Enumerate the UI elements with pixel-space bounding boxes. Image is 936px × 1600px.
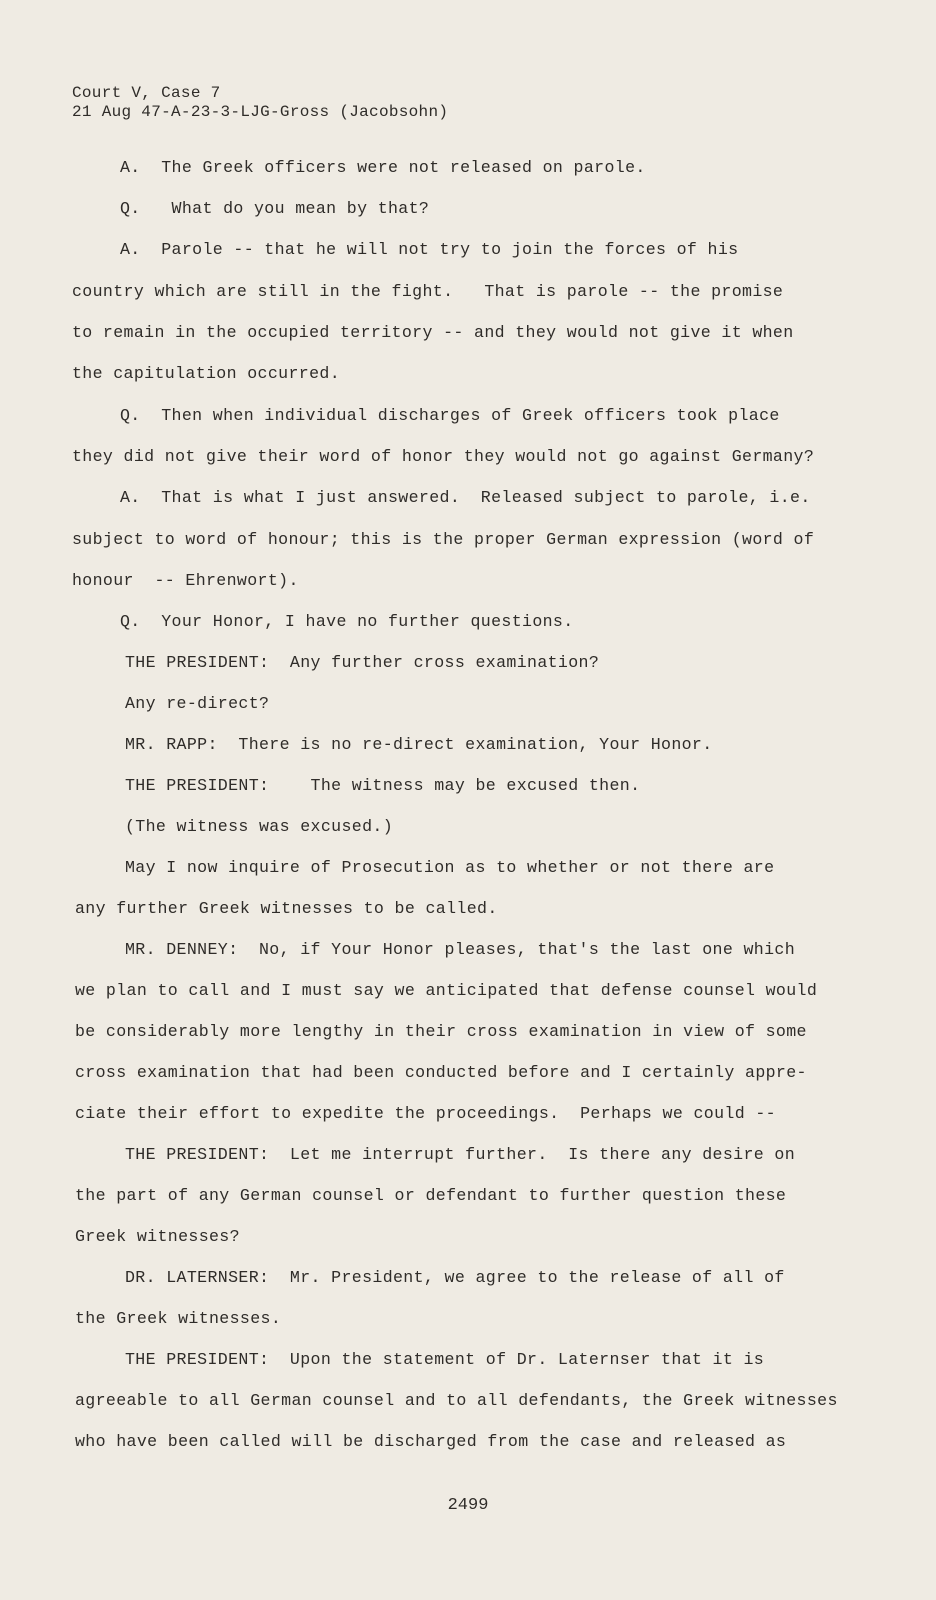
transcript-line: Q. Your Honor, I have no further questions. [120,612,574,631]
transcript-line: THE PRESIDENT: Let me interrupt further. Is there any desire on [125,1145,796,1164]
transcript-line: agreeable to all German counsel and to all defendants, the Greek witnesses [75,1391,838,1410]
transcript-line: any further Greek witnesses to be called. [75,899,498,918]
transcript-line: cross examination that had been conducted before and I certainly appre- [75,1063,807,1082]
transcript-line: THE PRESIDENT: Any further cross examination? [125,653,600,672]
transcript-line: A. That is what I just answered. Released subject to parole, i.e. [120,488,811,507]
transcript-line: (The witness was excused.) [125,817,394,836]
header-court-case: Court V, Case 7 [72,84,221,102]
transcript-line: to remain in the occupied territory -- and they would not give it when [72,323,794,342]
header [72,84,448,122]
transcript-line: honour -- Ehrenwort). [72,571,299,590]
transcript-line: A. Parole -- that he will not try to join the forces of his [120,240,739,259]
transcript-line: ciate their effort to expedite the proceedings. Perhaps we could -- [75,1104,776,1123]
page-number: 2499 [447,1496,489,1515]
transcript-line: MR. DENNEY: No, if Your Honor pleases, that's the last one which [125,940,796,959]
transcript-line: they did not give their word of honor they would not go against Germany? [72,447,815,466]
transcript-line: MR. RAPP: There is no re-direct examination, Your Honor. [125,735,713,754]
transcript-line: country which are still in the fight. That is parole -- the promise [72,282,784,301]
transcript-line: Any re-direct? [125,694,270,713]
transcript-line: be considerably more lengthy in their cross examination in view of some [75,1022,807,1041]
transcript-line: DR. LATERNSER: Mr. President, we agree to the release of all of [125,1268,785,1287]
header-date-reference: 21 Aug 47-A-23-3-LJG-Gross (Jacobsohn) [72,103,449,121]
transcript-line: Greek witnesses? [75,1227,240,1246]
transcript-line: the part of any German counsel or defendant to further question these [75,1186,787,1205]
transcript-line: Q. Then when individual discharges of Greek officers took place [120,406,780,425]
transcript-line: the Greek witnesses. [75,1309,282,1328]
transcript-line: May I now inquire of Prosecution as to whether or not there are [125,858,775,877]
transcript-line: Q. What do you mean by that? [120,199,430,218]
transcript-line: subject to word of honour; this is the proper German expression (word of [72,530,815,549]
transcript-line: THE PRESIDENT: The witness may be excused then. [125,776,641,795]
transcript-line: we plan to call and I must say we anticipated that defense counsel would [75,981,818,1000]
transcript-line: the capitulation occurred. [72,364,341,383]
transcript-line: THE PRESIDENT: Upon the statement of Dr. Laternser that it is [125,1350,765,1369]
transcript-line: A. The Greek officers were not released on parole. [120,158,646,177]
transcript-line: who have been called will be discharged from the case and released as [75,1432,787,1451]
